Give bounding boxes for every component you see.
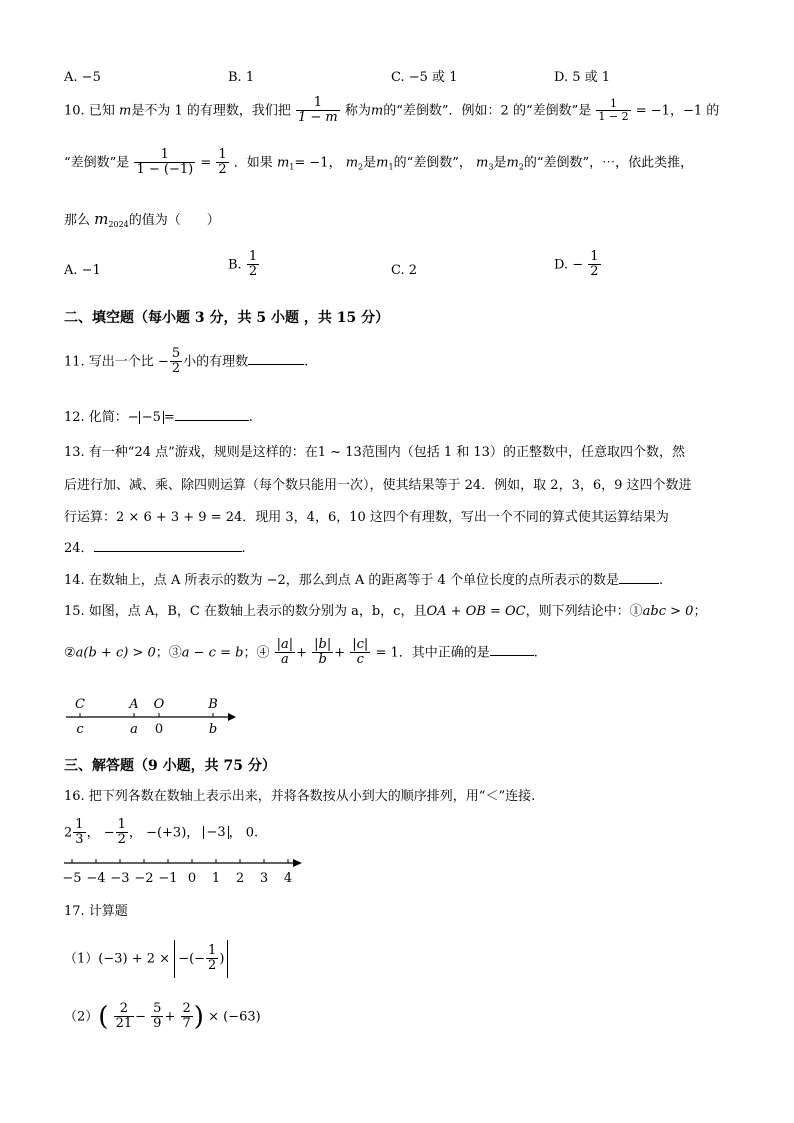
q12: 12. 化简：− −5 = . — [64, 410, 253, 425]
q10-line-1: 10. 已知 m是不为 1 的有理数，我们把 $\frac{1}{1 - m}$ 称为m的“差倒数”．例如：2 的“差倒数”是 $\frac{1}{1 - 2}$ = −1，−1 的 — [64, 95, 720, 126]
q17-part-2: （2）( $\frac{2}{21}$ − $\frac{5}{9}$ + $\frac{2}{7}$ ) × (−63) — [64, 1001, 261, 1032]
q13-line-1: 13. 有一种“24 点”游戏，规则是这样的：在1 ~ 13范围内（包括 1 和 13）的正整数中，任意取四个数，然 — [64, 445, 685, 460]
axis-tick-label: 3 — [259, 871, 269, 886]
q10-option-c: C. 2 — [391, 263, 418, 278]
q12-answer-blank[interactable] — [175, 420, 249, 421]
q10-line-3: 那么 $m_{2024}$的值为（ ） — [64, 210, 220, 229]
q10-option-a: A. −1 — [64, 263, 101, 278]
section-3-heading: 三、解答题（9 小题，共 75 分） — [64, 758, 276, 774]
q11-answer-blank[interactable] — [248, 364, 304, 365]
value-label-c: c — [76, 722, 84, 737]
axis-tick-label: 0 — [187, 871, 197, 886]
axis-tick-label: −3 — [110, 871, 130, 886]
q13-line-2: 后进行加、减、乘、除四则运算（每个数只能用一次），使其结果等于 24．例如，取 2，3，6，9 这四个数进 — [64, 478, 692, 493]
q13-line-4: 24． . — [64, 541, 246, 556]
q13-line-3: 行运算：2 × 6 + 3 + 9 = 24．现用 3，4，6，10 这四个有理数，写出一个不同的算式使其运算结果为 — [64, 510, 669, 525]
value-label-zero: 0 — [154, 722, 164, 737]
q11: 11. 写出一个比 − $\frac{5}{2}$ 小的有理数 . — [64, 346, 309, 377]
q15-line-2: ②a(b + c) > 0；③a − c = b；④ $\frac{|a|}{a}$ + $\frac{|b|}{b}$ + $\frac{|c|}{c}$ = 1．其中正确的是 . — [64, 637, 538, 668]
q13-answer-blank[interactable] — [94, 551, 242, 552]
axis-tick-label: −2 — [134, 871, 154, 886]
axis-tick-label: 1 — [211, 871, 221, 886]
q17-title: 17. 计算题 — [64, 904, 128, 919]
point-label-b: B — [208, 697, 218, 712]
q15-answer-blank[interactable] — [490, 655, 534, 656]
axis-tick-label: −4 — [86, 871, 106, 886]
axis-tick-label: −5 — [62, 871, 82, 886]
q10-line-2: “差倒数”是 $\frac{1}{1 - (-1)}$ = $\frac{1}{2}$ ．如果 $m_1= -1$， $m_2$是$m_1$的“差倒数”， $m_3$是$m_2$的“差倒数”，⋯，依此类推， — [64, 147, 694, 178]
q15-number-line — [60, 694, 240, 738]
point-label-a: A — [129, 697, 139, 712]
q16-line: 16. 把下列各数在数轴上表示出来，并将各数按从小到大的顺序排列，用“＜”连接. — [64, 789, 536, 804]
q9-option-b: B. 1 — [228, 70, 255, 85]
q17-part-1: （1）(−3) + 2 × −(− $\frac{1}{2}$ ) — [64, 940, 228, 978]
axis-tick-label: 2 — [235, 871, 245, 886]
value-label-a: a — [130, 722, 138, 737]
point-label-o: O — [153, 697, 165, 712]
q15-line-1: 15. 如图，点 A，B，C 在数轴上表示的数分别为 a，b，c，且OA + OB = OC，则下列结论中：①abc > 0； — [64, 604, 707, 619]
section-2-heading: 二、填空题（每小题 3 分，共 5 小题 ，共 15 分） — [64, 310, 390, 326]
q14-answer-blank[interactable] — [619, 583, 659, 584]
axis-tick-label: 4 — [283, 871, 293, 886]
q10-option-d: D. − $\frac{1}{2}$ — [554, 249, 599, 280]
q9-option-a: A. −5 — [64, 70, 101, 85]
q16-number-line — [60, 854, 306, 888]
q9-option-d: D. 5 或 1 — [554, 70, 611, 85]
q16-numbers: 2 $\frac{1}{3}$ ， − $\frac{1}{2}$ ， −(+3)， −3 ， 0. — [64, 817, 259, 848]
axis-tick-label: −1 — [158, 871, 178, 886]
q9-option-c: C. −5 或 1 — [391, 70, 458, 85]
q10-option-b: B. $\frac{1}{2}$ — [228, 249, 258, 280]
q14: 14. 在数轴上，点 A 所表示的数为 −2，那么到点 A 的距离等于 4 个单位长度的点所表示的数是 . — [64, 573, 664, 588]
point-label-c: C — [75, 697, 85, 712]
value-label-b: b — [208, 722, 218, 737]
